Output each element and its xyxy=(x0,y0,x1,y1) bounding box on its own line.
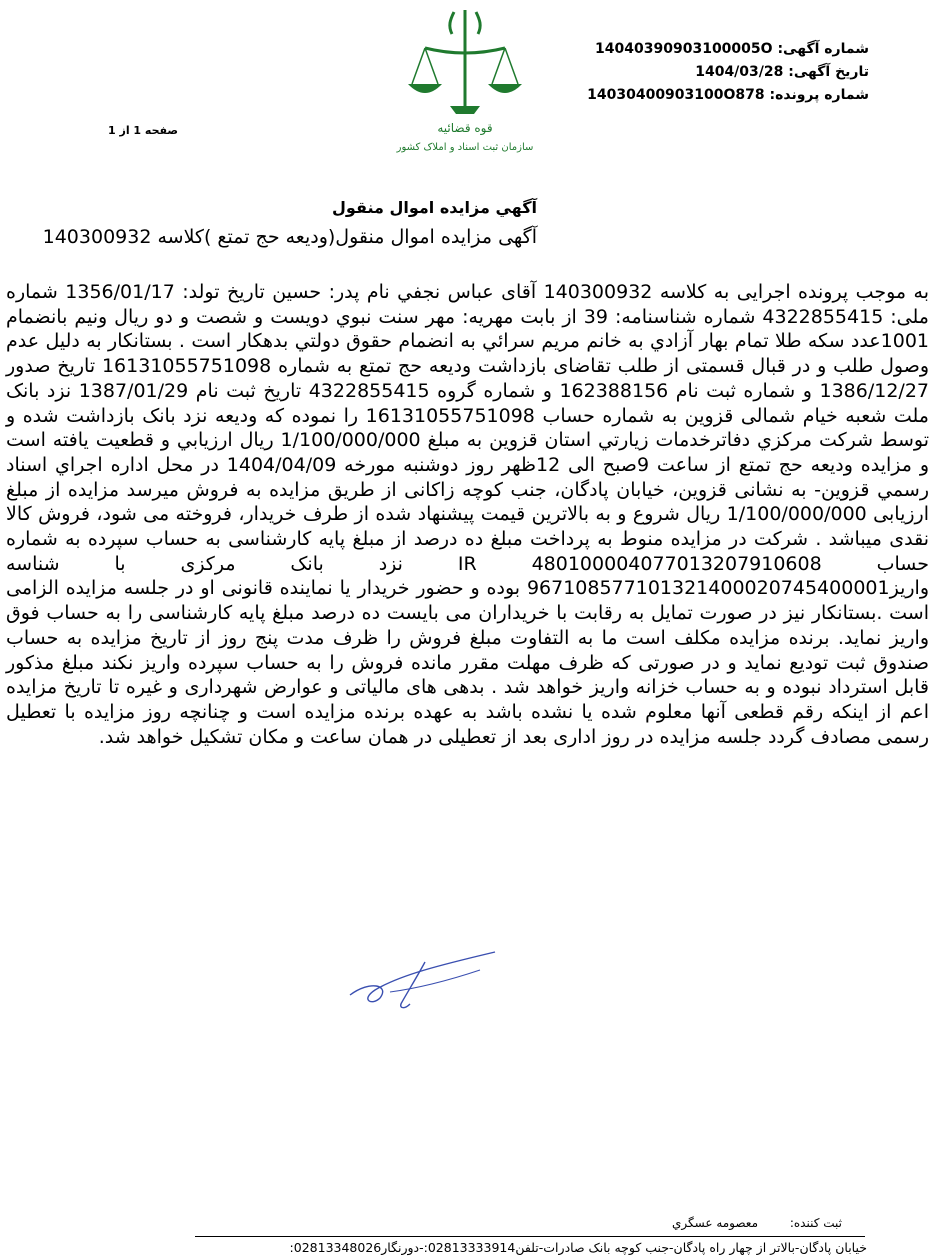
footer-divider xyxy=(195,1236,865,1237)
notice-title: آگهي مزايده اموال منقول xyxy=(332,198,537,217)
notice-date-row xyxy=(587,61,869,84)
notice-meta xyxy=(587,38,869,107)
case-number-label: شماره پرونده: xyxy=(769,87,869,103)
notice-number: 14040390903100005O xyxy=(595,41,773,57)
notice-subtitle: آگهی مزایده اموال منقول(ودیعه حج تمتع )کلاسه 140300932 xyxy=(42,226,537,248)
notice-number-label: شماره آگهی: xyxy=(777,41,869,57)
registrar-label: ثبت کننده: xyxy=(789,1216,842,1230)
notice-date: 1404/03/28 xyxy=(695,64,784,80)
notice-date-label: تاریخ آگهی: xyxy=(788,64,869,80)
svg-text:قوه قضائیه: قوه قضائیه xyxy=(437,121,493,135)
case-number: 14030400903100O878 xyxy=(587,87,765,103)
signature xyxy=(330,940,510,1020)
page-number: صفحه 1 از 1 xyxy=(108,124,179,137)
footer-address: خیابان پادگان-بالاتر از چهار راه پادگان-جنب کوچه بانک صادرات-تلفن02813333914:-دورنگار02813348026: xyxy=(289,1240,867,1255)
registrar xyxy=(672,1216,842,1230)
case-number-row xyxy=(587,84,869,107)
notice-body: به موجب پرونده اجرایی به کلاسه 140300932 آقای عباس نجفي نام پدر: حسین تاريخ تولد: 1356/01/17 شماره ملی: 4322855415 شماره شناسنامه: 39 از بابت مهريه: مهر سنت نبوي دويست و شصت و دو ريال ونيم بانضمام 1001عدد سکه طلا تمام بهار آزادي به خانم مريم سرائي به انضمام حقوق دولتي بدهکار است . بستانکار به دلیل عدم وصول طلب و در قبال قسمتی از طلب تقاضای بازداشت ودیعه حج تمتع به شماره 16131055751098 تاريخ صدور 1386/12/27 و شماره ثبت نام 162388156 و شماره گروه 4322855415 تاريخ ثبت نام 1387/01/29 نزد بانک ملت شعبه خیام شمالی قزوین به شماره حساب 16131055751098 را نموده که ودیعه نزد بانک بازداشت شده و توسط شرکت مرکزي دفاترخدمات زيارتي استان قزوین به مبلغ 1/100/000/000 ريال ارزيابي و قطعيت يافته است و مزایده ودیعه حج تمتع از ساعت 9صبح الی 12ظهر روز دوشنبه مورخه 1404/04/09 در محل اداره اجراي اسناد رسمي قزوين- به نشانی قزوین، خیابان پادگان، جنب کوچه زاکانی از طريق مزايده به فروش میرسد مزایده از مبلغ ارزیابی 1/100/000/000 ریال شروع و به بالاترین قیمت پیشنهاد شده از طرف خریدار، فروخته می شود، فروش کالا نقدی میباشد . شرکت در مزایده منوط به پرداخت مبلغ ده درصد از مبلغ پایه کارشناسی به حساب سپرده به شماره حساب IR 480100004077013207910608 نزد بانک مرکزی با شناسه واریز967108577101321400020745400001 بوده و حضور خریدار یا نماینده قانونی او در جلسه مزایده الزامی است .بستانکار نیز در صورت تمایل به رقابت با خریداران می بایست ده درصد مبلغ پایه کارشناسی را به حساب فوق واریز نماید. برنده مزایده مکلف است ما به التفاوت مبلغ فروش را ظرف مدت پنج روز از تاریخ مزایده به حساب صندوق ثبت تودیع نماید و در صورتی که ظرف مهلت مقرر مانده فروش را به حساب سپرده واریز نکند مبلغ مذکور قابل استرداد نبوده و به حساب خزانه واریز خواهد شد . بدهی های مالیاتی و عوارض شهرداری و غیره تا تاریخ مزایده اعم از اینکه رقم قطعی آنها معلوم شده یا نشده باشد به عهده برنده مزایده است و چنانچه روز مزایده با تعطیل رسمی مصادف گردد جلسه مزایده در روز اداری بعد از تعطیلی در همان ساعت و مکان تشکیل خواهد شد. xyxy=(6,281,930,748)
registrar-name: معصومه عسگري xyxy=(672,1216,759,1230)
svg-text:سازمان ثبت اسناد و املاک کشور: سازمان ثبت اسناد و املاک کشور xyxy=(396,142,534,153)
notice-number-row xyxy=(587,38,869,61)
judiciary-emblem-logo xyxy=(370,6,560,156)
